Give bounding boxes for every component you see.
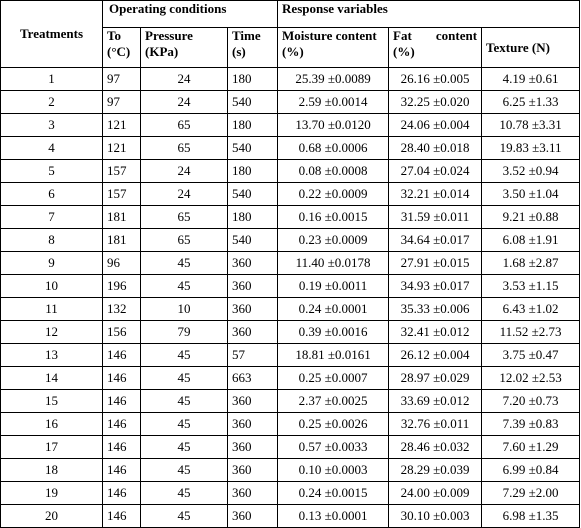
pressure-cell: 45 <box>141 459 228 482</box>
moisture-header-line2: (%) <box>282 44 304 59</box>
moisture-cell: 0.22 ±0.0009 <box>278 183 389 206</box>
table-row <box>1 137 580 160</box>
pressure-cell: 45 <box>141 413 228 436</box>
time-cell: 360 <box>228 275 278 298</box>
treatment-cell: 20 <box>1 505 103 528</box>
temperature-cell: 132 <box>103 298 141 321</box>
temperature-cell: 96 <box>103 252 141 275</box>
temperature-cell: 156 <box>103 321 141 344</box>
texture-cell: 3.75 ±0.47 <box>482 344 580 367</box>
texture-header: Texture (N) <box>482 28 580 68</box>
time-cell: 180 <box>228 114 278 137</box>
table-row <box>1 68 580 91</box>
fat-cell: 32.76 ±0.011 <box>389 413 482 436</box>
moisture-cell: 0.24 ±0.0015 <box>278 482 389 505</box>
pressure-cell: 10 <box>141 298 228 321</box>
treatments-header: Treatments <box>1 1 103 68</box>
time-cell: 663 <box>228 367 278 390</box>
treatment-cell: 8 <box>1 229 103 252</box>
table-row <box>1 229 580 252</box>
texture-cell: 6.25 ±1.33 <box>482 91 580 114</box>
fat-header-word1: Fat <box>393 28 412 43</box>
temperature-cell: 157 <box>103 160 141 183</box>
time-cell: 360 <box>228 298 278 321</box>
moisture-header <box>278 28 389 68</box>
time-cell: 57 <box>228 344 278 367</box>
texture-cell: 7.39 ±0.83 <box>482 413 580 436</box>
pressure-cell: 65 <box>141 229 228 252</box>
fat-cell: 32.41 ±0.012 <box>389 321 482 344</box>
treatment-cell: 7 <box>1 206 103 229</box>
time-cell: 540 <box>228 91 278 114</box>
time-cell: 540 <box>228 137 278 160</box>
moisture-cell: 11.40 ±0.0178 <box>278 252 389 275</box>
table-row <box>1 505 580 528</box>
texture-cell: 9.21 ±0.88 <box>482 206 580 229</box>
temperature-header <box>103 28 141 68</box>
time-cell: 360 <box>228 252 278 275</box>
fat-cell: 34.93 ±0.017 <box>389 275 482 298</box>
table-row <box>1 436 580 459</box>
table-row <box>1 275 580 298</box>
pressure-header-line1: Pressure <box>145 28 193 43</box>
temperature-cell: 181 <box>103 206 141 229</box>
table-row <box>1 459 580 482</box>
fat-cell: 32.25 ±0.020 <box>389 91 482 114</box>
temperature-cell: 146 <box>103 390 141 413</box>
treatment-cell: 11 <box>1 298 103 321</box>
operating-conditions-header: Operating conditions <box>103 1 278 28</box>
table-row <box>1 298 580 321</box>
time-cell: 180 <box>228 68 278 91</box>
treatment-cell: 14 <box>1 367 103 390</box>
time-header-line2: (s) <box>232 44 246 59</box>
temperature-cell: 157 <box>103 183 141 206</box>
temperature-header-line1: To <box>107 28 121 43</box>
moisture-cell: 2.59 ±0.0014 <box>278 91 389 114</box>
texture-cell: 6.08 ±1.91 <box>482 229 580 252</box>
fat-cell: 31.59 ±0.011 <box>389 206 482 229</box>
time-cell: 180 <box>228 160 278 183</box>
moisture-cell: 0.25 ±0.0026 <box>278 413 389 436</box>
table-row <box>1 252 580 275</box>
texture-cell: 7.60 ±1.29 <box>482 436 580 459</box>
moisture-cell: 0.57 ±0.0033 <box>278 436 389 459</box>
table-row <box>1 114 580 137</box>
treatment-cell: 9 <box>1 252 103 275</box>
temperature-cell: 146 <box>103 459 141 482</box>
time-header-line1: Time <box>232 28 261 43</box>
fat-cell: 28.29 ±0.039 <box>389 459 482 482</box>
temperature-header-line2: (°C) <box>107 44 131 59</box>
fat-cell: 33.69 ±0.012 <box>389 390 482 413</box>
pressure-cell: 45 <box>141 252 228 275</box>
temperature-cell: 146 <box>103 344 141 367</box>
temperature-cell: 121 <box>103 137 141 160</box>
fat-cell: 26.12 ±0.004 <box>389 344 482 367</box>
texture-cell: 3.52 ±0.94 <box>482 160 580 183</box>
moisture-cell: 2.37 ±0.0025 <box>278 390 389 413</box>
fat-cell: 28.46 ±0.032 <box>389 436 482 459</box>
texture-cell: 10.78 ±3.31 <box>482 114 580 137</box>
table-row <box>1 183 580 206</box>
fat-cell: 27.04 ±0.024 <box>389 160 482 183</box>
table-row <box>1 321 580 344</box>
table-row <box>1 206 580 229</box>
table-row <box>1 390 580 413</box>
pressure-cell: 45 <box>141 367 228 390</box>
time-cell: 360 <box>228 321 278 344</box>
moisture-cell: 0.08 ±0.0008 <box>278 160 389 183</box>
temperature-cell: 121 <box>103 114 141 137</box>
time-cell: 360 <box>228 413 278 436</box>
treatment-cell: 10 <box>1 275 103 298</box>
treatment-cell: 2 <box>1 91 103 114</box>
moisture-cell: 25.39 ±0.0089 <box>278 68 389 91</box>
table-row <box>1 344 580 367</box>
pressure-cell: 45 <box>141 482 228 505</box>
table-row <box>1 482 580 505</box>
response-variables-header: Response variables <box>278 1 580 28</box>
time-cell: 540 <box>228 229 278 252</box>
pressure-cell: 45 <box>141 390 228 413</box>
treatment-cell: 12 <box>1 321 103 344</box>
treatment-cell: 15 <box>1 390 103 413</box>
pressure-cell: 45 <box>141 436 228 459</box>
texture-cell: 7.29 ±2.00 <box>482 482 580 505</box>
moisture-cell: 0.25 ±0.0007 <box>278 367 389 390</box>
moisture-cell: 0.23 ±0.0009 <box>278 229 389 252</box>
table-row <box>1 367 580 390</box>
treatment-cell: 6 <box>1 183 103 206</box>
pressure-cell: 79 <box>141 321 228 344</box>
texture-cell: 3.50 ±1.04 <box>482 183 580 206</box>
pressure-cell: 24 <box>141 91 228 114</box>
fat-header-line2: (%) <box>393 44 415 59</box>
time-cell: 360 <box>228 505 278 528</box>
time-cell: 180 <box>228 206 278 229</box>
pressure-header-line2: (KPa) <box>145 44 179 59</box>
treatment-cell: 1 <box>1 68 103 91</box>
table-row <box>1 91 580 114</box>
moisture-cell: 0.24 ±0.0001 <box>278 298 389 321</box>
pressure-cell: 24 <box>141 160 228 183</box>
fat-cell: 34.64 ±0.017 <box>389 229 482 252</box>
moisture-cell: 0.10 ±0.0003 <box>278 459 389 482</box>
temperature-cell: 146 <box>103 367 141 390</box>
temperature-cell: 196 <box>103 275 141 298</box>
texture-cell: 11.52 ±2.73 <box>482 321 580 344</box>
temperature-cell: 97 <box>103 68 141 91</box>
pressure-cell: 65 <box>141 114 228 137</box>
temperature-cell: 97 <box>103 91 141 114</box>
treatment-cell: 13 <box>1 344 103 367</box>
fat-cell: 35.33 ±0.006 <box>389 298 482 321</box>
fat-cell: 24.00 ±0.009 <box>389 482 482 505</box>
temperature-cell: 146 <box>103 413 141 436</box>
fat-header <box>389 28 482 68</box>
pressure-cell: 24 <box>141 68 228 91</box>
texture-cell: 6.98 ±1.35 <box>482 505 580 528</box>
moisture-cell: 0.39 ±0.0016 <box>278 321 389 344</box>
pressure-cell: 24 <box>141 183 228 206</box>
texture-cell: 7.20 ±0.73 <box>482 390 580 413</box>
time-cell: 360 <box>228 390 278 413</box>
treatment-cell: 17 <box>1 436 103 459</box>
texture-cell: 12.02 ±2.53 <box>482 367 580 390</box>
pressure-cell: 45 <box>141 344 228 367</box>
moisture-header-line1: Moisture content <box>282 28 377 43</box>
temperature-cell: 146 <box>103 482 141 505</box>
moisture-cell: 0.19 ±0.0011 <box>278 275 389 298</box>
fat-cell: 26.16 ±0.005 <box>389 68 482 91</box>
treatment-cell: 4 <box>1 137 103 160</box>
texture-cell: 4.19 ±0.61 <box>482 68 580 91</box>
pressure-cell: 45 <box>141 505 228 528</box>
temperature-cell: 146 <box>103 436 141 459</box>
time-cell: 540 <box>228 183 278 206</box>
texture-cell: 19.83 ±3.11 <box>482 137 580 160</box>
treatment-cell: 5 <box>1 160 103 183</box>
fat-header-word2: content <box>435 28 478 43</box>
time-cell: 360 <box>228 459 278 482</box>
temperature-cell: 146 <box>103 505 141 528</box>
treatment-cell: 18 <box>1 459 103 482</box>
texture-cell: 6.43 ±1.02 <box>482 298 580 321</box>
moisture-cell: 0.68 ±0.0006 <box>278 137 389 160</box>
time-cell: 360 <box>228 436 278 459</box>
texture-cell: 1.68 ±2.87 <box>482 252 580 275</box>
fat-cell: 32.21 ±0.014 <box>389 183 482 206</box>
fat-cell: 30.10 ±0.003 <box>389 505 482 528</box>
time-header <box>228 28 278 68</box>
time-cell: 360 <box>228 482 278 505</box>
texture-cell: 3.53 ±1.15 <box>482 275 580 298</box>
table-row <box>1 413 580 436</box>
fat-cell: 28.40 ±0.018 <box>389 137 482 160</box>
fat-cell: 28.97 ±0.029 <box>389 367 482 390</box>
texture-cell: 6.99 ±0.84 <box>482 459 580 482</box>
treatment-cell: 3 <box>1 114 103 137</box>
moisture-cell: 18.81 ±0.0161 <box>278 344 389 367</box>
pressure-header <box>141 28 228 68</box>
fat-cell: 27.91 ±0.015 <box>389 252 482 275</box>
table-row <box>1 160 580 183</box>
treatment-cell: 16 <box>1 413 103 436</box>
pressure-cell: 65 <box>141 137 228 160</box>
pressure-cell: 65 <box>141 206 228 229</box>
temperature-cell: 181 <box>103 229 141 252</box>
moisture-cell: 0.13 ±0.0001 <box>278 505 389 528</box>
pressure-cell: 45 <box>141 275 228 298</box>
fat-cell: 24.06 ±0.004 <box>389 114 482 137</box>
moisture-cell: 13.70 ±0.0120 <box>278 114 389 137</box>
treatment-cell: 19 <box>1 482 103 505</box>
moisture-cell: 0.16 ±0.0015 <box>278 206 389 229</box>
